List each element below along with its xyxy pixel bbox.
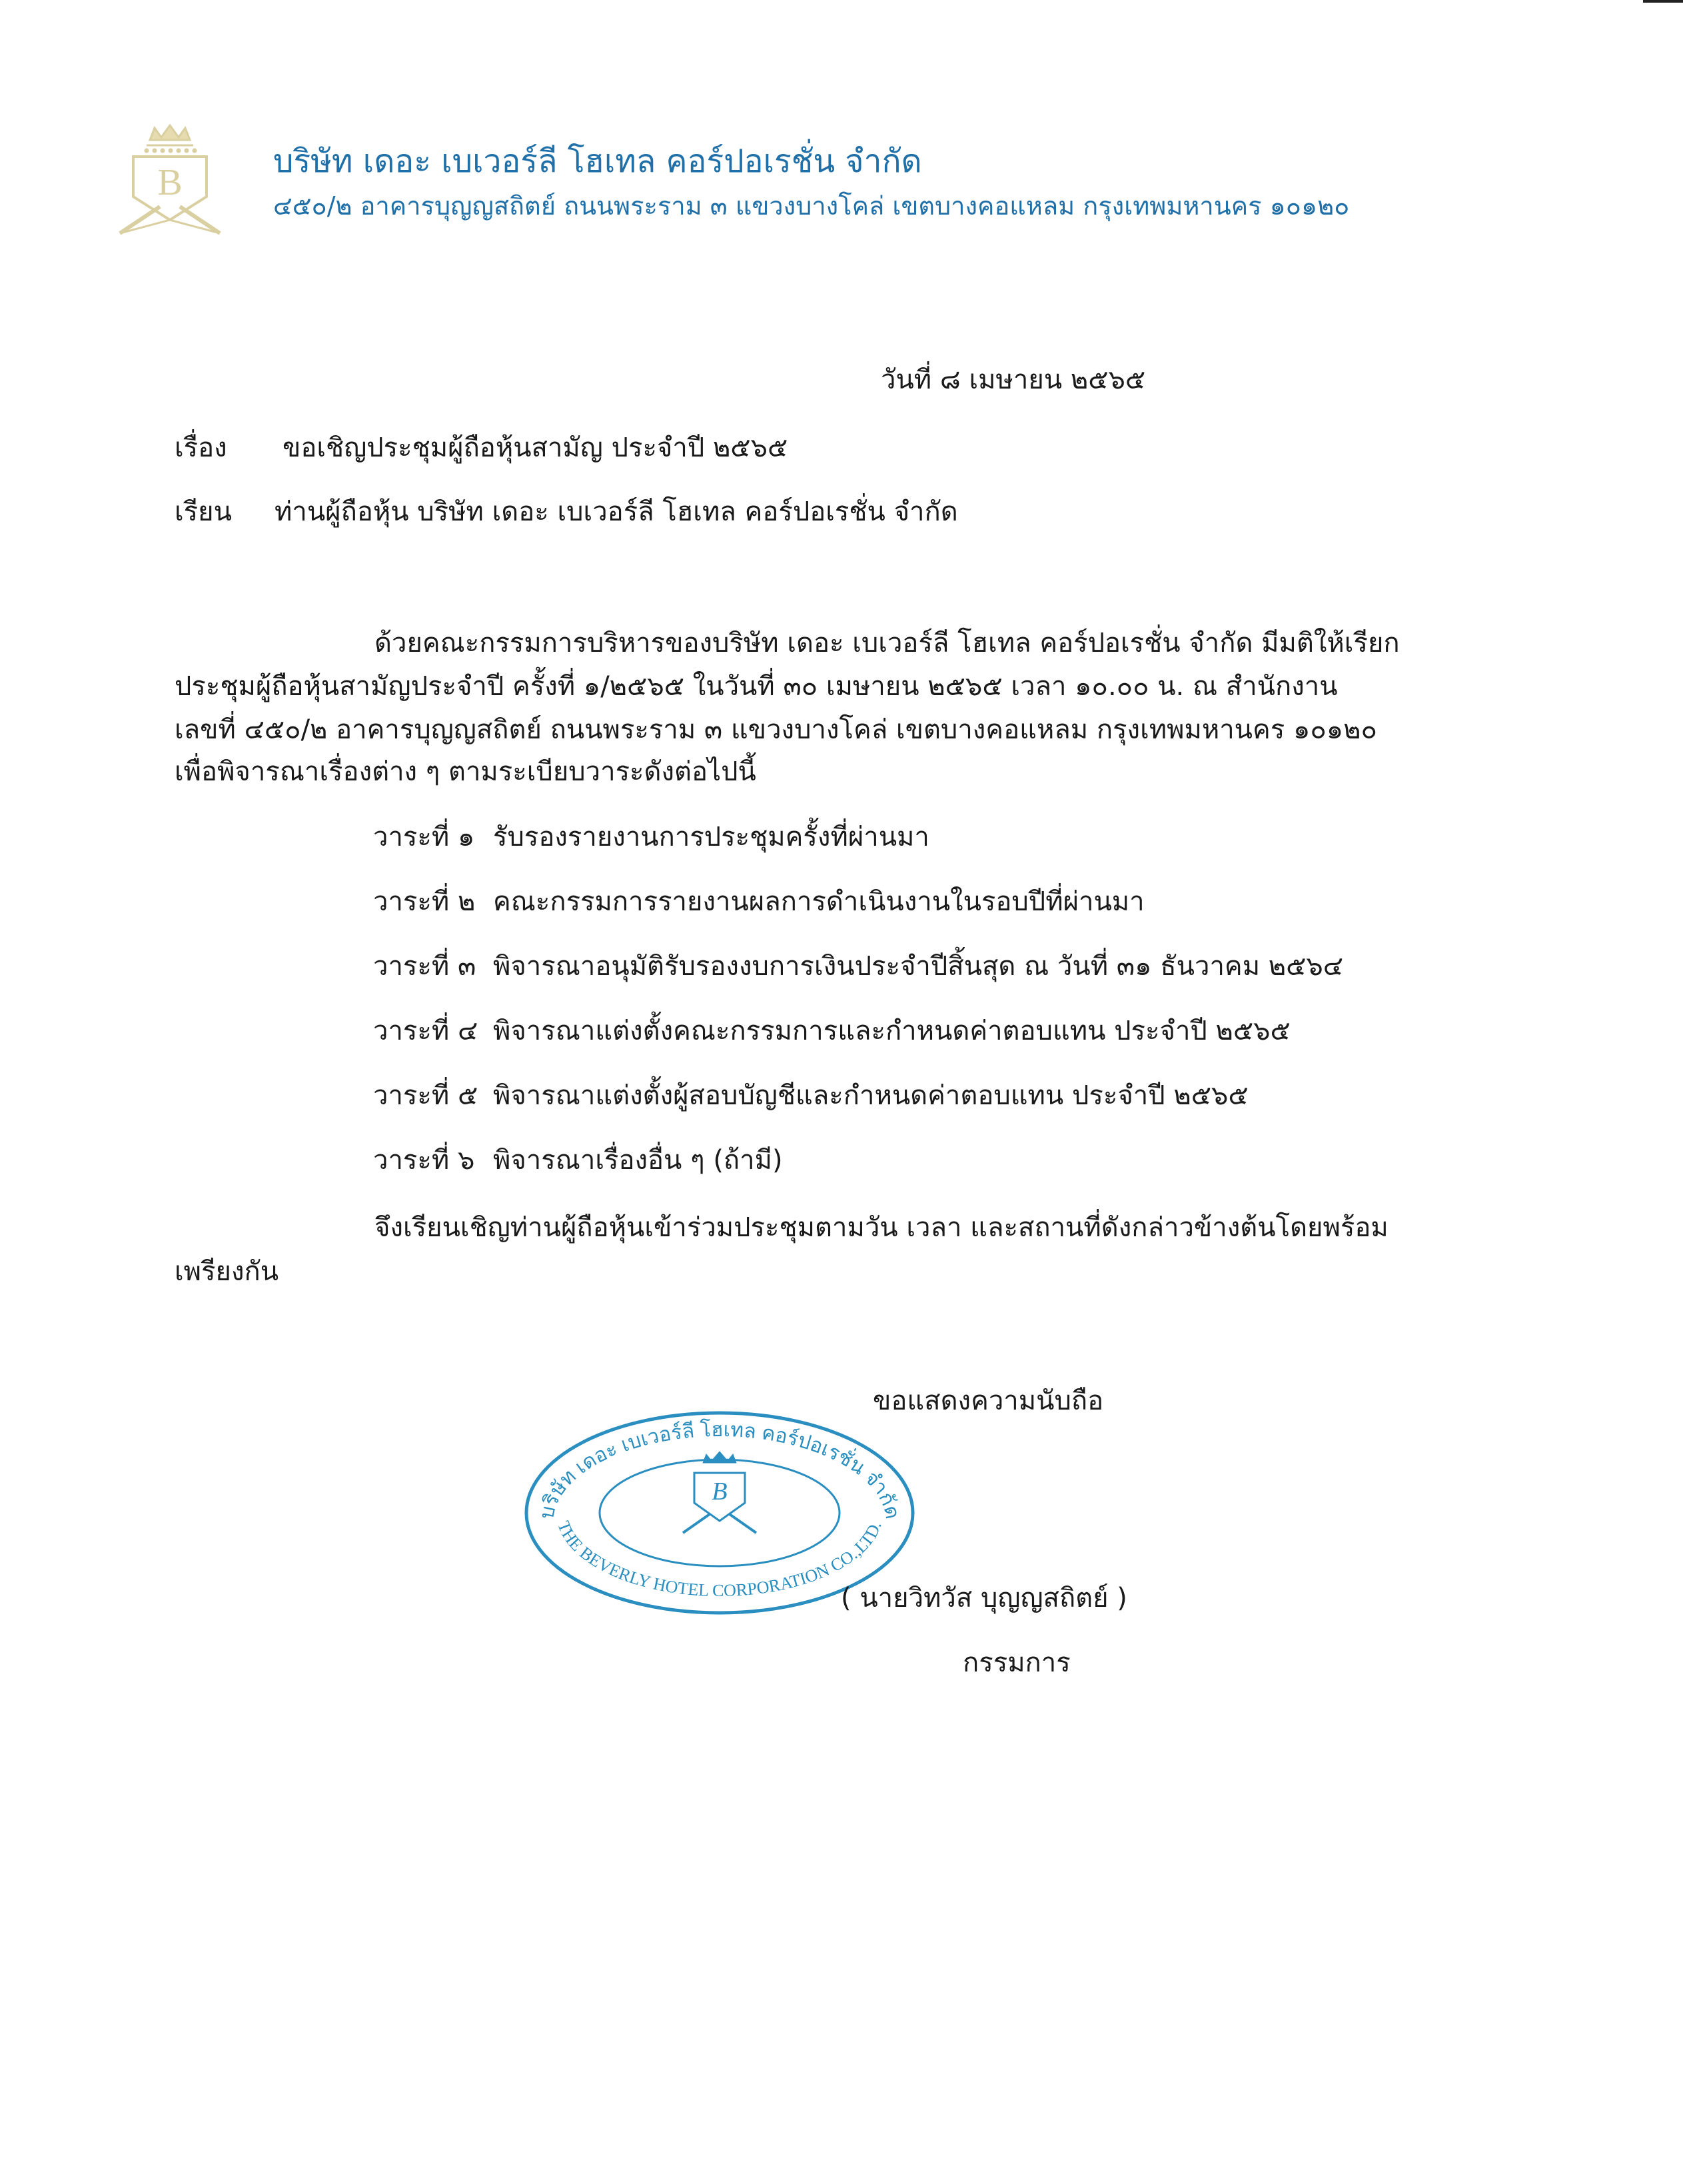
logo-letter: B bbox=[157, 162, 183, 203]
agenda-number: วาระที่ ๓ bbox=[373, 951, 476, 982]
company-address: ๔๕๐/๒ อาคารบุญญสถิตย์ ถนนพระราม ๓ แขวงบางโคล่ เขตบางคอแหลม กรุงเทพมหานคร ๑๐๑๒๐ bbox=[273, 191, 1350, 221]
agenda-item bbox=[373, 1147, 783, 1174]
letter-date: วันที่ ๘ เมษายน ๒๕๖๕ bbox=[881, 365, 1146, 395]
to-text: ท่านผู้ถือหุ้น บริษัท เดอะ เบเวอร์ลี โฮเทล คอร์ปอเรชั่น จำกัด bbox=[275, 497, 958, 527]
subject-text: ขอเชิญประชุมผู้ถือหุ้นสามัญ ประจำปี ๒๕๖๕ bbox=[282, 433, 788, 463]
to-label: เรียน bbox=[175, 497, 232, 527]
agenda-item bbox=[373, 1082, 1249, 1109]
stamp-thai-text: บริษัท เดอะ เบเวอร์ลี โฮเทล คอร์ปอเรชั่น จำกัด bbox=[536, 1418, 903, 1521]
agenda-item bbox=[373, 824, 929, 850]
company-name: บริษัท เดอะ เบเวอร์ลี โฮเทล คอร์ปอเรชั่น จำกัด bbox=[273, 143, 922, 180]
intro-line: ประชุมผู้ถือหุ้นสามัญประจำปี ครั้งที่ ๑/๒๕๖๕ ในวันที่ ๓๐ เมษายน ๒๕๖๕ เวลา ๑๐.๐๐ น. ณ สำนักงาน bbox=[175, 671, 1338, 702]
agenda-number: วาระที่ ๑ bbox=[373, 822, 475, 852]
agenda-number: วาระที่ ๔ bbox=[373, 1016, 478, 1046]
company-logo-icon bbox=[113, 120, 227, 240]
agenda-item bbox=[373, 888, 1145, 915]
agenda-item bbox=[373, 953, 1343, 980]
stamp-logo-letter: B bbox=[712, 1478, 728, 1506]
agenda-number: วาระที่ ๖ bbox=[373, 1145, 475, 1176]
agenda-number: วาระที่ ๕ bbox=[373, 1080, 478, 1111]
agenda-text: พิจารณาแต่งตั้งผู้สอบบัญชีและกำหนดค่าตอบแทน ประจำปี ๒๕๖๕ bbox=[493, 1080, 1249, 1111]
agenda-number: วาระที่ ๒ bbox=[373, 886, 476, 917]
stamp-english-text: THE BEVERLY HOTEL CORPORATION CO.,LTD. bbox=[554, 1518, 885, 1601]
agenda-text: พิจารณาเรื่องอื่น ๆ (ถ้ามี) bbox=[493, 1145, 783, 1176]
svg-text:THE BEVERLY HOTEL CORPORATION bbox=[554, 1518, 885, 1600]
agenda-text: คณะกรรมการรายงานผลการดำเนินงานในรอบปีที่ผ่านมา bbox=[493, 886, 1145, 917]
signer-title: กรรมการ bbox=[963, 1647, 1071, 1678]
agenda-text: พิจารณาแต่งตั้งคณะกรรมการและกำหนดค่าตอบแทน ประจำปี ๒๕๖๕ bbox=[493, 1016, 1291, 1046]
intro-line: ด้วยคณะกรรมการบริหารของบริษัท เดอะ เบเวอร์ลี โฮเทล คอร์ปอเรชั่น จำกัด มีมติให้เรียก bbox=[374, 628, 1400, 658]
closing-line: จึงเรียนเชิญท่านผู้ถือหุ้นเข้าร่วมประชุมตามวัน เวลา และสถานที่ดังกล่าวข้างต้นโดยพร้อม bbox=[374, 1212, 1389, 1243]
agenda-item bbox=[373, 1018, 1291, 1044]
agenda-text: รับรองรายงานการประชุมครั้งที่ผ่านมา bbox=[493, 822, 929, 852]
intro-line: เพื่อพิจารณาเรื่องต่าง ๆ ตามระเบียบวาระดังต่อไปนี้ bbox=[175, 756, 756, 787]
regards-text: ขอแสดงความนับถือ bbox=[873, 1386, 1104, 1416]
agenda-text: พิจารณาอนุมัติรับรองงบการเงินประจำปีสิ้นสุด ณ วันที่ ๓๑ ธันวาคม ๒๕๖๔ bbox=[493, 951, 1344, 982]
subject-label: เรื่อง bbox=[175, 433, 227, 463]
signer-name: ( นายวิทวัส บุญญสถิตย์ ) bbox=[841, 1583, 1127, 1614]
scan-corner-mark bbox=[1643, 0, 1683, 3]
closing-line: เพรียงกัน bbox=[175, 1256, 279, 1287]
intro-line: เลขที่ ๔๕๐/๒ อาคารบุญญสถิตย์ ถนนพระราม ๓ แขวงบางโคล่ เขตบางคอแหลม กรุงเทพมหานคร ๑๐๑๒๐ bbox=[175, 714, 1377, 745]
